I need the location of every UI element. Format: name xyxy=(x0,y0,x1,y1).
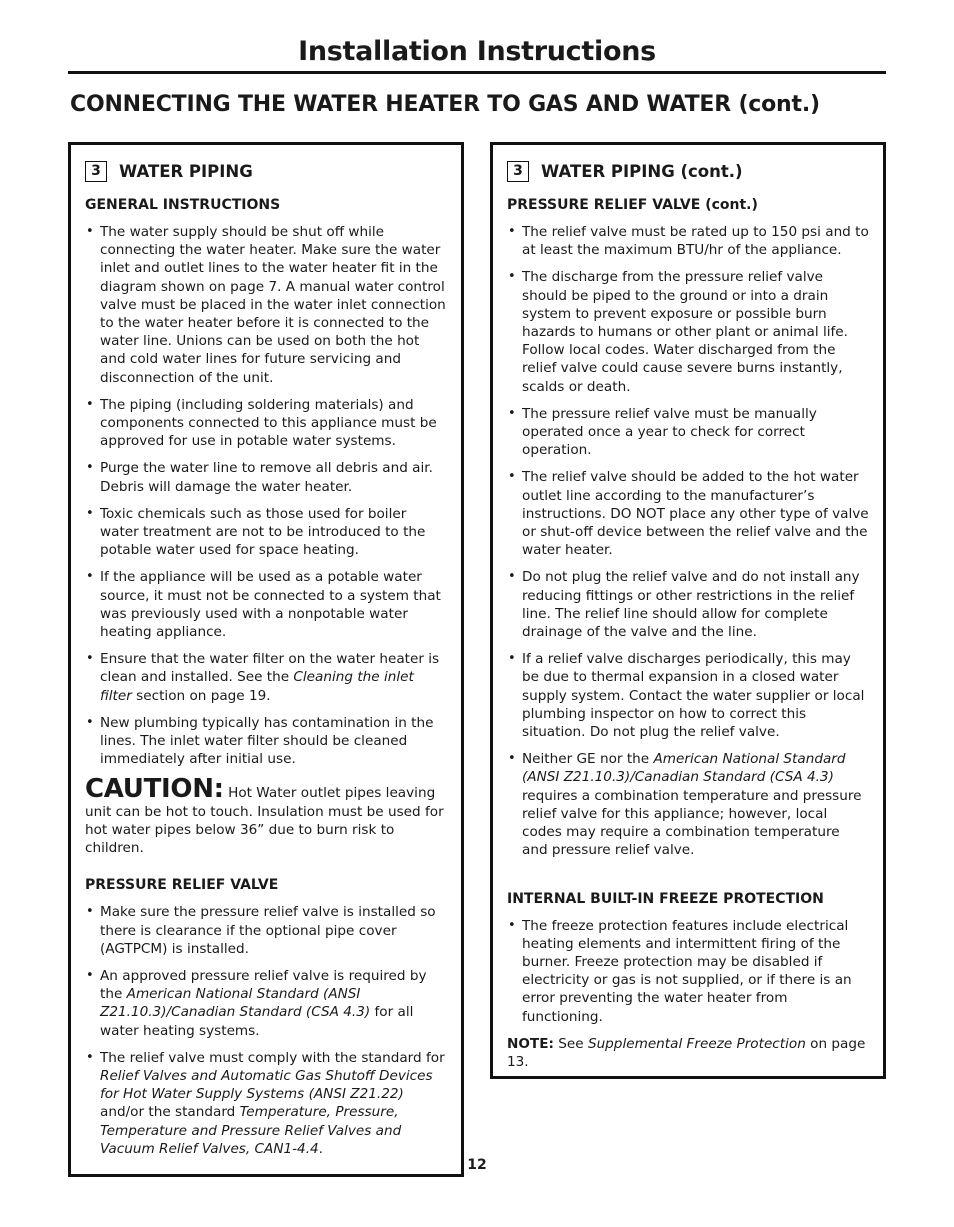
general-instructions-list xyxy=(85,223,447,768)
list-item: • Neither GE nor the American National Standard (ANSI Z21.10.3)/Canadian Standard (CSA 4.3) requires a combination temperature and pressure relief valve for this appliance; however, local codes may require a combination temperature and pressure relief valve. xyxy=(507,750,869,859)
list-item: • The piping (including soldering materials) and components connected to this appliance must be approved for use in potable water systems. xyxy=(85,396,447,451)
list-item: • Ensure that the water filter on the water heater is clean and installed. See the Cleaning the inlet filter section on page 19. xyxy=(85,650,447,705)
caution-label: CAUTION: xyxy=(85,774,224,805)
list-item: • The relief valve must be rated up to 150 psi and to at least the maximum BTU/hr of the appliance. xyxy=(507,223,869,259)
title-rule xyxy=(68,71,886,74)
pressure-relief-valve-cont-list xyxy=(507,223,869,860)
right-box-heading xyxy=(507,159,869,183)
list-item: • Do not plug the relief valve and do not install any reducing fittings or other restrictions in the relief line. The relief line should allow for complete drainage of the valve and the line. xyxy=(507,568,869,641)
freeze-note: NOTE: See Supplemental Freeze Protection on page 13. xyxy=(507,1035,866,1070)
list-item: • If a relief valve discharges periodically, this may be due to thermal expansion in a closed water supply system. Contact the water supplier or local plumbing inspector on how to correct this situation. Do not plug the relief valve. xyxy=(507,650,869,741)
list-item: • Toxic chemicals such as those used for boiler water treatment are not to be introduced to the potable water used for space heating. xyxy=(85,505,447,560)
page-title: Installation Instructions xyxy=(298,36,656,67)
note-reference: Supplemental Freeze Protection xyxy=(587,1035,806,1052)
step-number-badge: 3 xyxy=(507,161,529,182)
list-item: • The discharge from the pressure relief valve should be piped to the ground or into a drain system to prevent exposure or possible burn hazards to humans or other plant or animal life. Follow local codes. Water discharged from the relief valve could cause severe burns instantly, scalds or death. xyxy=(507,268,869,395)
step-number-badge: 3 xyxy=(85,161,107,182)
right-instruction-box xyxy=(490,142,886,1079)
list-item: • The freeze protection features include electrical heating elements and intermittent firing of the burner. Freeze protection may be disabled if electricity or gas is not supplied, or if there is an error preventing the water heater from functioning. xyxy=(507,917,869,1026)
caution-paragraph xyxy=(85,774,447,857)
page-number: 12 xyxy=(467,1157,487,1173)
section-title: CONNECTING THE WATER HEATER TO GAS AND WATER (cont.) xyxy=(70,92,820,117)
left-box-heading-text: WATER PIPING xyxy=(119,161,253,181)
note-label: NOTE: xyxy=(507,1035,554,1052)
right-box-heading-text: WATER PIPING (cont.) xyxy=(541,161,743,181)
list-item: • The relief valve should be added to the hot water outlet line according to the manufacturer’s instructions. DO NOT place any other type of valve or shut-off device between the relief valve and the water heater. xyxy=(507,468,869,559)
list-item: • New plumbing typically has contamination in the lines. The inlet water filter should be cleaned immediately after initial use. xyxy=(85,714,447,769)
left-box-heading xyxy=(85,159,447,183)
list-item: • The water supply should be shut off while connecting the water heater. Make sure the water inlet and outlet lines to the water heater fit in the diagram shown on page 7. A manual water control valve must be placed in the water inlet connection to the water heater before it is connected to the water line. Unions can be used on both the hot and cold water lines for future servicing and disconnection of the unit. xyxy=(85,223,447,387)
list-item: • The pressure relief valve must be manually operated once a year to check for correct operation. xyxy=(507,405,869,460)
pressure-relief-valve-heading: PRESSURE RELIEF VALVE xyxy=(85,877,279,894)
pressure-relief-valve-list xyxy=(85,903,447,1158)
list-item: • An approved pressure relief valve is required by the American National Standard (ANSI Z21.10.3)/Canadian Standard (CSA 4.3) for all water heating systems. xyxy=(85,967,447,1040)
pressure-relief-valve-cont-heading: PRESSURE RELIEF VALVE (cont.) xyxy=(507,197,758,213)
freeze-protection-heading: INTERNAL BUILT-IN FREEZE PROTECTION xyxy=(507,890,824,907)
list-item: • Purge the water line to remove all debris and air. Debris will damage the water heater. xyxy=(85,459,447,495)
freeze-protection-list xyxy=(507,917,869,1026)
list-item: • If the appliance will be used as a potable water source, it must not be connected to a system that was previously used with a nonpotable water heating appliance. xyxy=(85,568,447,641)
list-item: • Make sure the pressure relief valve is installed so there is clearance if the optional pipe cover (AGTPCM) is installed. xyxy=(85,903,447,958)
list-item: • The relief valve must comply with the standard for Relief Valves and Automatic Gas Shutoff Devices for Hot Water Supply Systems (ANSI Z21.22) and/or the standard Temperature, Pressure, Temperature and Pressure Relief Valves and Vacuum Relief Valves, CAN1-4.4. xyxy=(85,1049,447,1158)
caution-text: Hot Water outlet pipes leaving unit can be hot to touch. Insulation must be used for hot water pipes below 36” due to burn risk to children. xyxy=(85,785,444,857)
left-instruction-box xyxy=(68,142,464,1177)
general-instructions-heading: GENERAL INSTRUCTIONS xyxy=(85,197,281,213)
